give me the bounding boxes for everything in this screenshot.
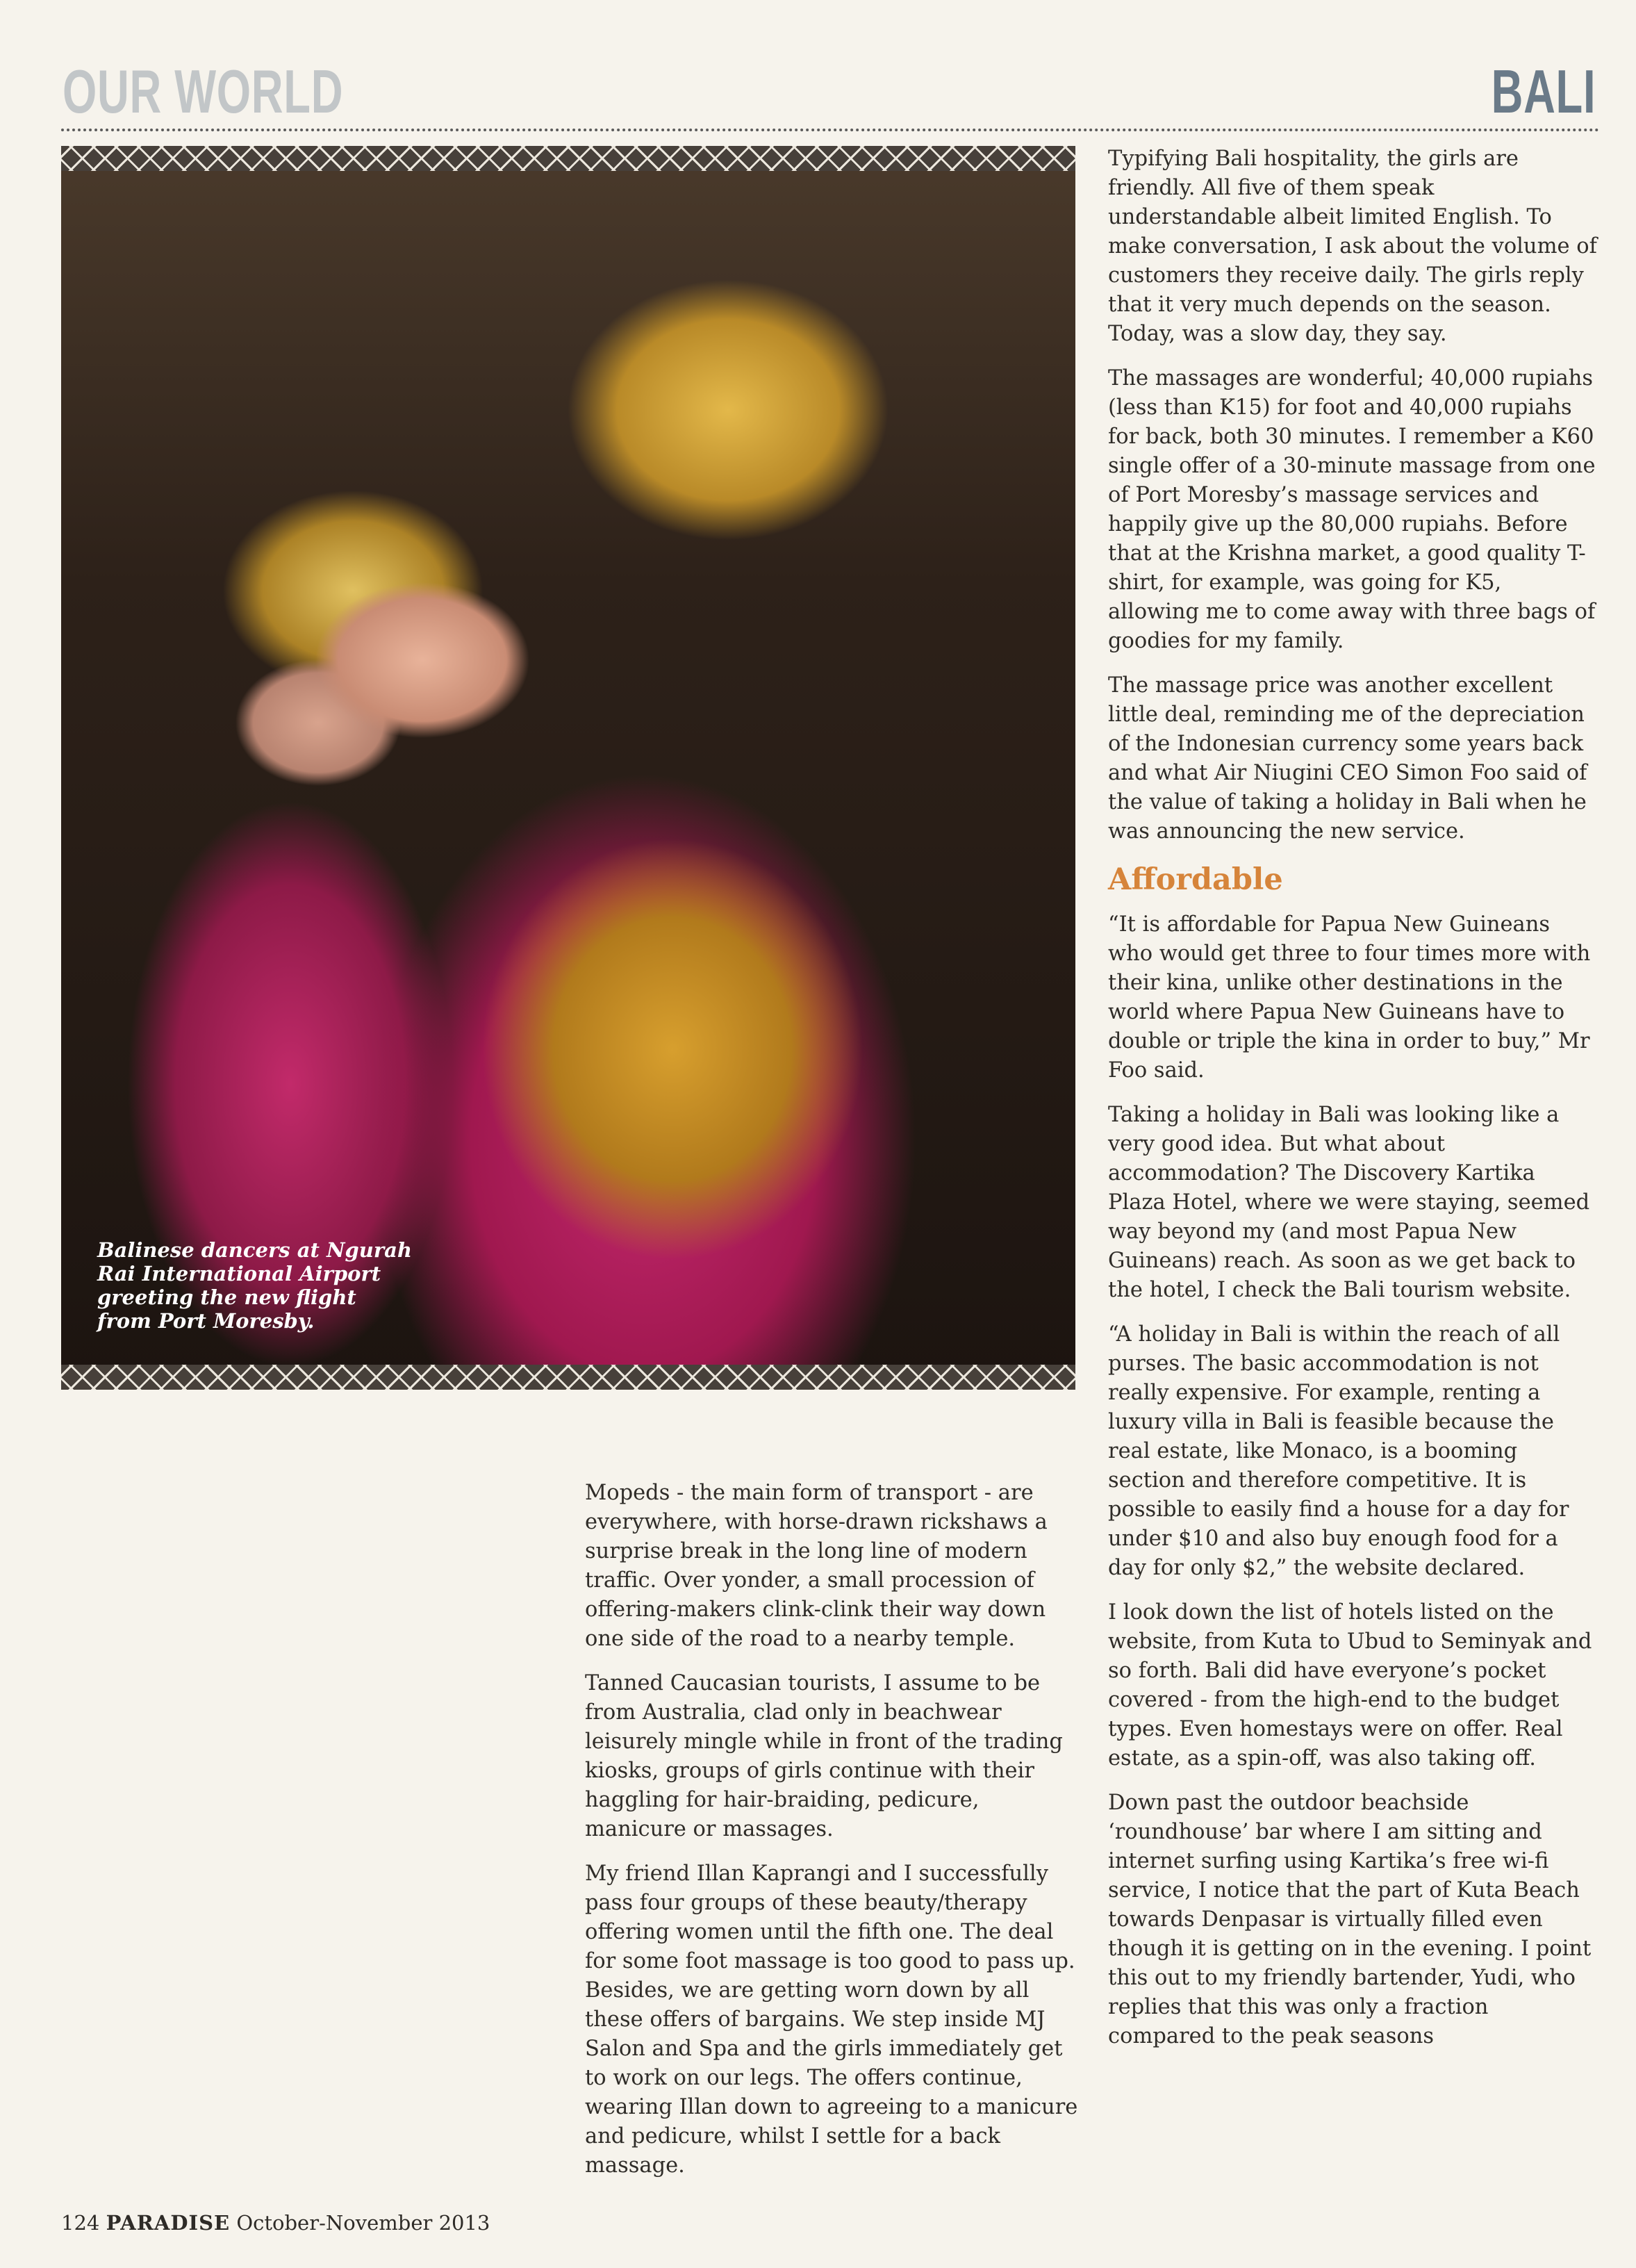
- section-label-our-world: OUR WORLD: [63, 57, 344, 126]
- paragraph: “It is affordable for Papua New Guineans who would get three to four times more with their kina, unlike other destinations in the world where Papua New Guineans have to double or triple the kina in order to buy,” Mr Foo said.: [1108, 912, 1591, 1083]
- page-number: 124: [61, 2211, 100, 2235]
- subheading-affordable: Affordable: [1108, 862, 1283, 897]
- section-label-bali: BALI: [1491, 57, 1596, 126]
- paragraph: Down past the outdoor beachside ‘roundhouse’ bar where I am sitting and internet surfing using Kartika’s free wi-fi service, I notice that the part of Kuta Beach towards Denpasar is virtually filled even though it is getting on in the evening. I point this out to my friendly bartender, Yudi, who replies that this was only a fraction compared to the peak seasons: [1108, 1791, 1592, 2048]
- article-column-right: [1108, 145, 1598, 2066]
- dancers-photo: [61, 146, 1075, 1390]
- paragraph: Typifying Bali hospitality, the girls are friendly. All five of them speak understandable albeit limited English. To make conversation, I ask about the volume of customers they receive daily. The girls reply that it very much depends on the season. Today, was a slow day, they say.: [1108, 147, 1597, 346]
- magazine-name: PARADISE: [106, 2211, 231, 2235]
- paragraph: I look down the list of hotels listed on the website, from Kuta to Ubud to Seminyak and so forth. Bali did have everyone’s pocket covered - from the high-end to the budget types. Even homestays were on offer. Real estate, as a spin-off, was also taking off.: [1108, 1600, 1592, 1770]
- photo-caption: Balinese dancers at Ngurah Rai International Airport greeting the new flight from Port Moresby.: [97, 1238, 413, 1333]
- paragraph: “A holiday in Bali is within the reach of all purses. The basic accommodation is not really expensive. For example, renting a luxury villa in Bali is feasible because the real estate, like Monaco, is a booming section and therefore competitive. It is possible to easily find a house for a day for under $10 and also buy enough food for a day for only $2,” the website declared.: [1108, 1322, 1569, 1580]
- photo-border-bottom: [61, 1365, 1075, 1390]
- paragraph: My friend Illan Kaprangi and I successfully pass four groups of these beauty/therapy offering women until the fifth one. The deal for some foot massage is too good to pass up. Besides, we are getting worn down by all these offers of bargains. We step inside MJ Salon and Spa and the girls immediately get to work on our legs. The offers continue, wearing Illan down to agreeing to a manicure and pedicure, whilst I settle for a back massage.: [585, 1862, 1078, 2178]
- header-dotted-rule: [61, 129, 1600, 131]
- page-footer: [61, 2211, 490, 2235]
- paragraph: The massages are wonderful; 40,000 rupiahs (less than K15) for foot and 40,000 rupiahs for back, both 30 minutes. I remember a K60 single offer of a 30-minute massage from one of Port Moresby’s massage services and happily give up the 80,000 rupiahs. Before that at the Krishna market, a good quality T-shirt, for example, was going for K5, allowing me to come away with three bags of goodies for my family.: [1108, 366, 1596, 653]
- paragraph: The massage price was another excellent little deal, reminding me of the depreciation of the Indonesian currency some years back and what Air Niugini CEO Simon Foo said of the value of taking a holiday in Bali when he was announcing the new service.: [1108, 673, 1587, 844]
- paragraph: Tanned Caucasian tourists, I assume to be from Australia, clad only in beachwear leisurely mingle while in front of the trading kiosks, groups of girls continue with their haggling for hair-braiding, pedicure, manicure or massages.: [585, 1671, 1063, 1841]
- paragraph: Mopeds - the main form of transport - are everywhere, with horse-drawn rickshaws a surprise break in the long line of modern traffic. Over yonder, a small procession of offering-makers clink-clink their way down one side of the road to a nearby temple.: [585, 1481, 1048, 1651]
- paragraph: Taking a holiday in Bali was looking like a very good idea. But what about accommodation? The Discovery Kartika Plaza Hotel, where we were staying, seemed way beyond my (and most Papua New Guineans) reach. As soon as we get back to the hotel, I check the Bali tourism website.: [1108, 1103, 1590, 1302]
- photo-border-top: [61, 146, 1075, 171]
- article-column-middle: [585, 1479, 1078, 2196]
- issue-date: October-November 2013: [236, 2211, 490, 2235]
